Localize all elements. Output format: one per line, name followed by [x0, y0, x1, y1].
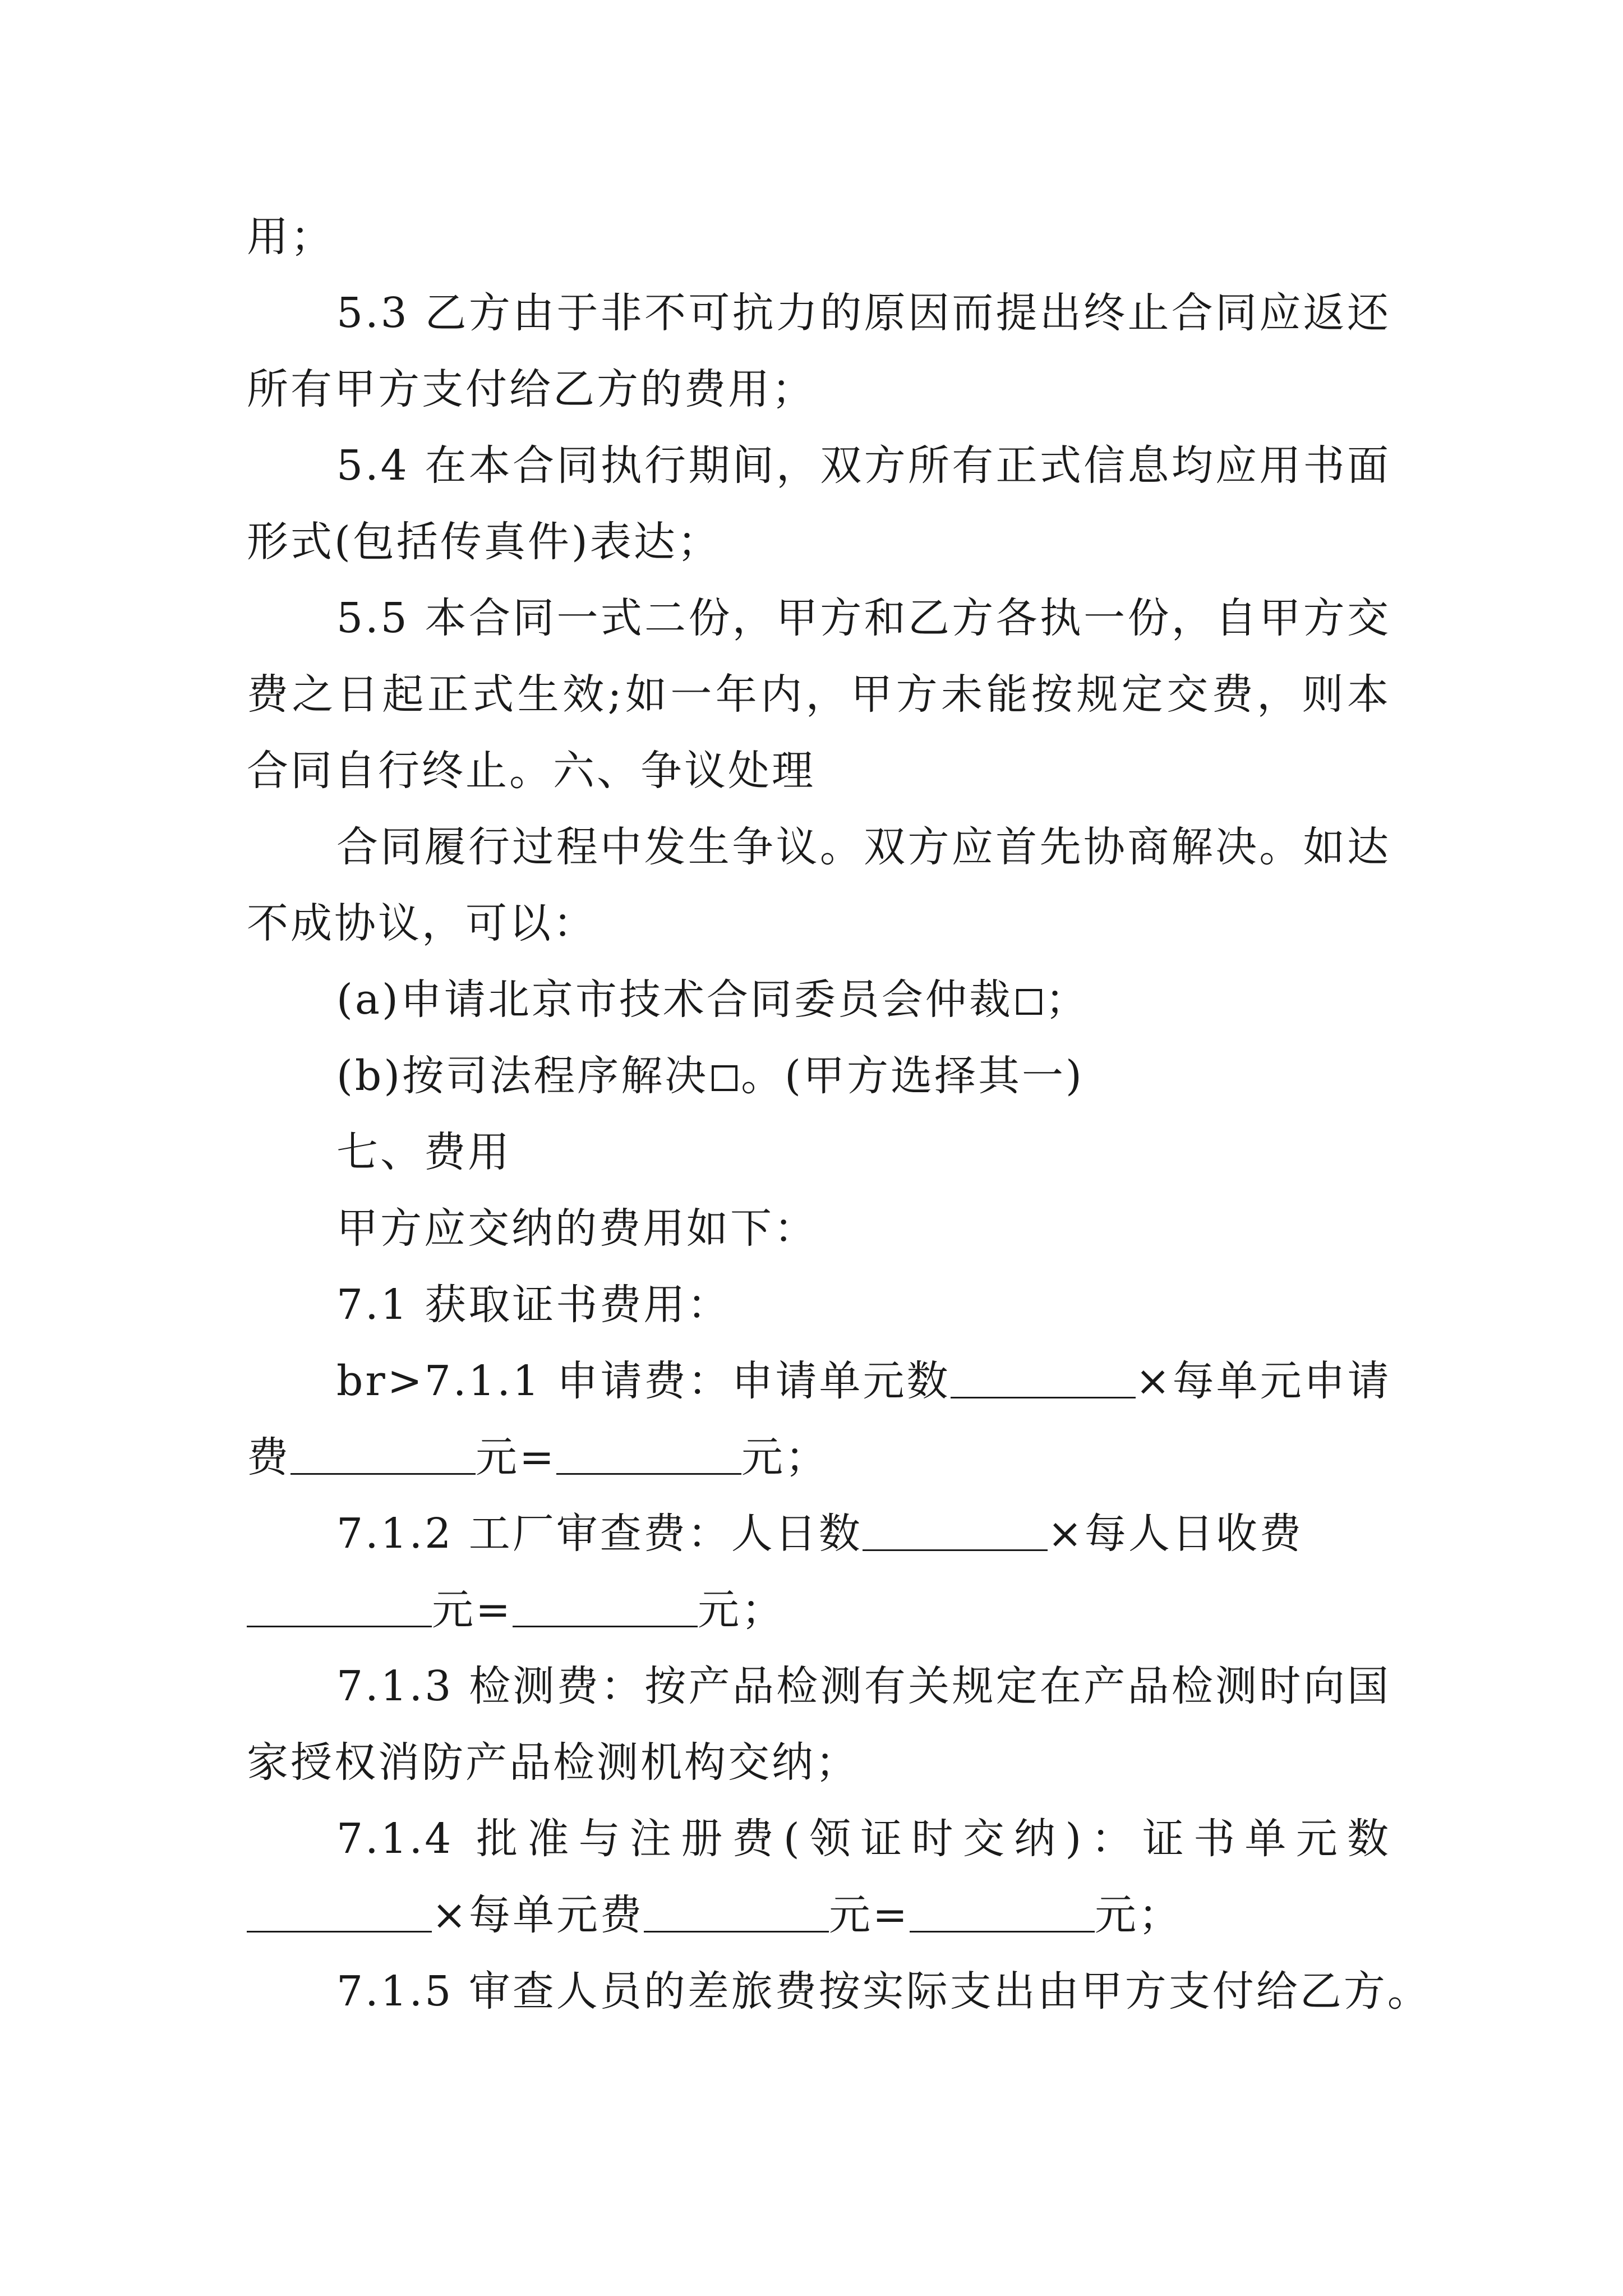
text-line [247, 361, 1391, 417]
line-text: 元； [741, 1433, 829, 1481]
text-line [247, 1963, 1431, 2019]
checkbox-judicial[interactable] [712, 1065, 737, 1091]
line-text: ×每单元费 [432, 1891, 644, 1939]
line-text: 元； [1095, 1891, 1183, 1939]
text-line [247, 1124, 1391, 1180]
text-line [247, 666, 1391, 723]
fill-blank[interactable] [951, 1355, 1136, 1398]
line-text: 元= [476, 1433, 557, 1481]
line-text: 5.5 本合同一式二份，甲方和乙方各执一份，自甲方交 [336, 594, 1391, 642]
line-text: 元= [432, 1586, 513, 1634]
line-text: 元； [698, 1586, 786, 1634]
text-line [247, 1277, 1391, 1333]
line-text: 甲方应交纳的费用如下： [336, 1204, 818, 1253]
line-text: br>7.1.1 申请费：申请单元数 [336, 1357, 951, 1405]
text-line [247, 819, 1391, 875]
text-line [247, 972, 1391, 1028]
line-text: ×每人日收费 [1047, 1510, 1303, 1558]
text-line [247, 590, 1391, 646]
line-text: 元= [829, 1891, 910, 1939]
text-line [247, 1506, 1391, 1562]
line-text: 5.3 乙方由于非不可抗力的原因而提出终止合同应返还 [336, 289, 1391, 337]
checkbox-arbitration[interactable] [1016, 989, 1042, 1015]
line-text: ； [1045, 976, 1089, 1024]
line-text: 用； [247, 213, 334, 261]
line-text: 5.4 在本合同执行期间，双方所有正式信息均应用书面 [336, 441, 1391, 490]
text-line [247, 438, 1391, 494]
line-text: 不成协议，可以： [247, 899, 597, 947]
line-text: 。(甲方选择其一) [741, 1052, 1084, 1100]
line-text: 合同自行终止。六、争议处理 [247, 747, 815, 795]
line-text: 费之日起正式生效;如一年内，甲方未能按规定交费，则本 [247, 670, 1391, 719]
text-line [247, 1887, 1391, 1943]
line-text: 7.1.5 审查人员的差旅费按实际支出由甲方支付给乙方。 [336, 1967, 1431, 2016]
text-line [247, 1429, 1391, 1485]
line-text: 所有甲方支付给乙方的费用； [247, 365, 815, 413]
line-text: 家授权消防产品检测机构交纳； [247, 1738, 859, 1787]
text-line [247, 1658, 1391, 1714]
text-line [247, 1048, 1391, 1104]
line-text: 形式(包括传真件)表达； [247, 518, 721, 566]
text-line [247, 1582, 1391, 1638]
text-line [247, 285, 1391, 341]
line-text: 合同履行过程中发生争议。双方应首先协商解决。如达 [336, 823, 1391, 871]
fill-blank[interactable] [910, 1889, 1095, 1932]
fill-blank[interactable] [247, 1889, 432, 1932]
fill-blank[interactable] [291, 1432, 476, 1475]
fill-blank[interactable] [863, 1508, 1048, 1551]
fill-blank[interactable] [247, 1584, 432, 1627]
line-text: 7.1.3 检测费：按产品检测有关规定在产品检测时向国 [336, 1662, 1391, 1710]
text-line [247, 743, 1391, 799]
text-line [247, 209, 1391, 265]
fill-blank[interactable] [556, 1432, 741, 1475]
line-text: 7.1.4 批准与注册费(领证时交纳)：证书单元数 [336, 1815, 1391, 1863]
fill-blank[interactable] [644, 1889, 829, 1932]
line-text: 7.1 获取证书费用： [336, 1281, 731, 1329]
text-line [247, 1734, 1391, 1791]
text-line [247, 895, 1391, 951]
text-line [247, 1200, 1391, 1257]
text-line [247, 514, 1391, 570]
section-heading: 七、费用 [336, 1128, 511, 1176]
line-text: ×每单元申请 [1135, 1357, 1391, 1405]
fill-blank[interactable] [513, 1584, 698, 1627]
text-line [247, 1353, 1391, 1409]
line-text: 7.1.2 工厂审查费：人日数 [336, 1510, 863, 1558]
line-text: 费 [247, 1433, 291, 1481]
line-text: (b)按司法程序解决 [336, 1052, 709, 1100]
text-line [247, 1811, 1391, 1867]
line-text: (a)申请北京市技术合同委员会仲裁 [336, 976, 1013, 1024]
